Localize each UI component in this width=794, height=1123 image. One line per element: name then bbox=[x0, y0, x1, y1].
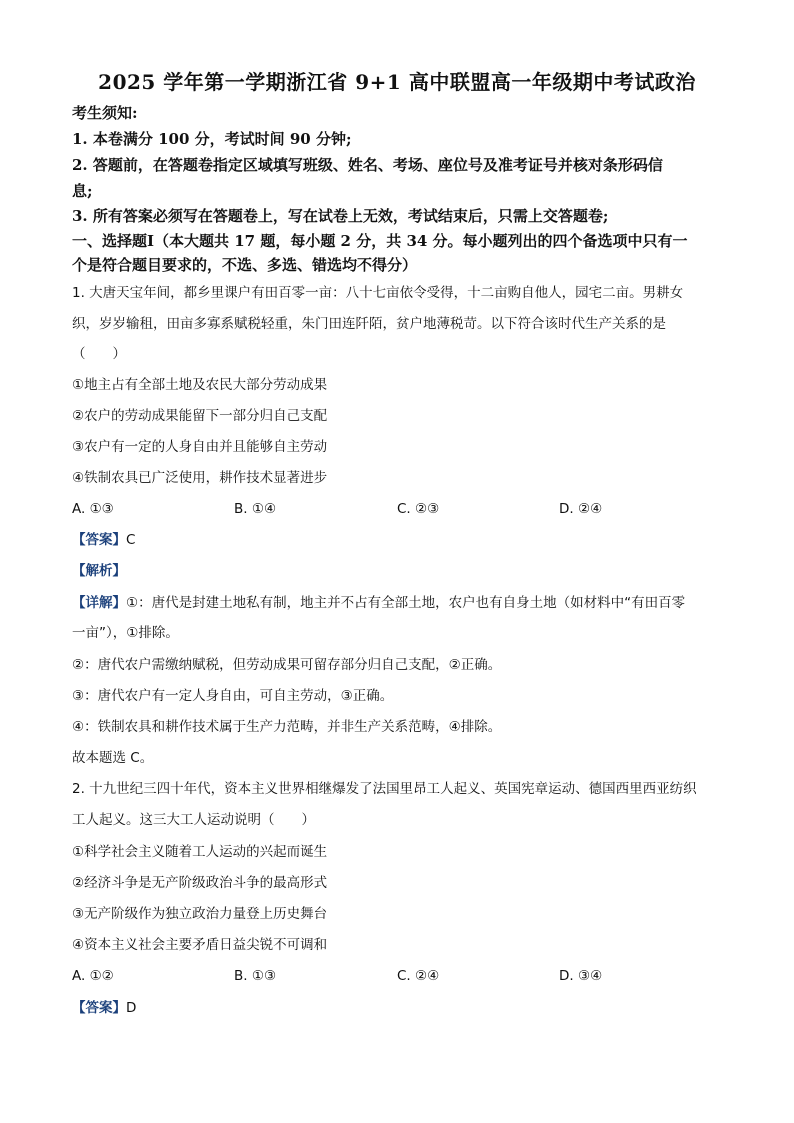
answer-value: C bbox=[126, 532, 136, 548]
q1-answer bbox=[72, 529, 732, 551]
q2-option-c: C. ②④ bbox=[397, 968, 440, 984]
q1-option-a: A. ①③ bbox=[72, 501, 114, 517]
q2-option-a: A. ①② bbox=[72, 968, 114, 984]
q1-stem-line-2: 织，岁岁输租，田亩多寡系赋税轻重，朱门田连阡陌，贫户地薄税苛。以下符合该时代生产关系的是 bbox=[72, 316, 666, 332]
q1-option-b: B. ①④ bbox=[234, 501, 277, 517]
analysis-tag: 【解析】 bbox=[72, 563, 126, 579]
notice-item-2-cont: 息; bbox=[72, 182, 93, 200]
q2-statement-4: ④资本主义社会主要矛盾日益尖锐不可调和 bbox=[72, 937, 328, 953]
q2-option-b: B. ①③ bbox=[234, 968, 277, 984]
answer-value: D bbox=[126, 1000, 137, 1016]
q2-statement-1: ①科学社会主义随着工人运动的兴起而诞生 bbox=[72, 844, 328, 860]
q2-option-d: D. ③④ bbox=[559, 968, 603, 984]
q2-answer bbox=[72, 997, 732, 1019]
q1-detail-line-6: 故本题选 C。 bbox=[72, 750, 154, 766]
q2-statement-3: ③无产阶级作为独立政治力量登上历史舞台 bbox=[72, 906, 328, 922]
q1-option-d: D. ②④ bbox=[559, 501, 603, 517]
q1-statement-2: ②农户的劳动成果能留下一部分归自己支配 bbox=[72, 408, 328, 424]
q1-option-c: C. ②③ bbox=[397, 501, 440, 517]
q1-stem-line-1: 1. 大唐天宝年间，都乡里课户有田百零一亩：八十七亩依令受得，十二亩购自他人，园宅二亩。男耕女 bbox=[72, 285, 684, 301]
q1-stem-line-3: （ ） bbox=[72, 346, 126, 362]
q2-statement-2: ②经济斗争是无产阶级政治斗争的最高形式 bbox=[72, 875, 328, 891]
q1-detail-line-3: ②：唐代农户需缴纳赋税，但劳动成果可留存部分归自己支配，②正确。 bbox=[72, 657, 502, 673]
notice-item-1: 1. 本卷满分 100 分，考试时间 90 分钟; bbox=[72, 130, 352, 148]
section-heading: 一、选择题Ⅰ（本大题共 17 题，每小题 2 分，共 34 分。每小题列出的四个备选项中只有一 bbox=[72, 232, 688, 250]
q1-detail-line-5: ④：铁制农具和耕作技术属于生产力范畴，并非生产关系范畴，④排除。 bbox=[72, 719, 502, 735]
q1-statement-4: ④铁制农具已广泛使用，耕作技术显著进步 bbox=[72, 470, 328, 486]
q1-detail-line-2: 一亩”），①排除。 bbox=[72, 625, 179, 641]
notice-item-2: 2. 答题前，在答题卷指定区域填写班级、姓名、考场、座位号及准考证号并核对条形码信 bbox=[72, 156, 663, 174]
answer-tag: 【答案】 bbox=[72, 1000, 126, 1016]
detail-text: ①：唐代是封建土地私有制，地主并不占有全部土地，农户也有自身土地（如材料中“有田百零 bbox=[126, 595, 686, 611]
page-title: 2025 学年第一学期浙江省 9+1 高中联盟高一年级期中考试政治 bbox=[98, 70, 696, 94]
q1-statement-1: ①地主占有全部土地及农民大部分劳动成果 bbox=[72, 377, 328, 393]
q1-detail-line-4: ③：唐代农户有一定人身自由，可自主劳动，③正确。 bbox=[72, 688, 394, 704]
section-heading-cont: 个是符合题目要求的，不选、多选、错选均不得分） bbox=[72, 256, 418, 274]
q1-detail-line-1 bbox=[72, 592, 732, 614]
q2-stem-line-2: 工人起义。这三大工人运动说明（ ） bbox=[72, 812, 315, 828]
q2-stem-line-1: 2. 十九世纪三四十年代，资本主义世界相继爆发了法国里昂工人起义、英国宪章运动、德国西里西亚纺织 bbox=[72, 781, 697, 797]
q1-statement-3: ③农户有一定的人身自由并且能够自主劳动 bbox=[72, 439, 328, 455]
notice-heading: 考生须知: bbox=[72, 104, 138, 122]
notice-item-3: 3. 所有答案必须写在答题卷上，写在试卷上无效，考试结束后，只需上交答题卷; bbox=[72, 207, 609, 225]
detail-tag: 【详解】 bbox=[72, 595, 126, 611]
q1-analysis bbox=[72, 560, 732, 582]
answer-tag: 【答案】 bbox=[72, 532, 126, 548]
